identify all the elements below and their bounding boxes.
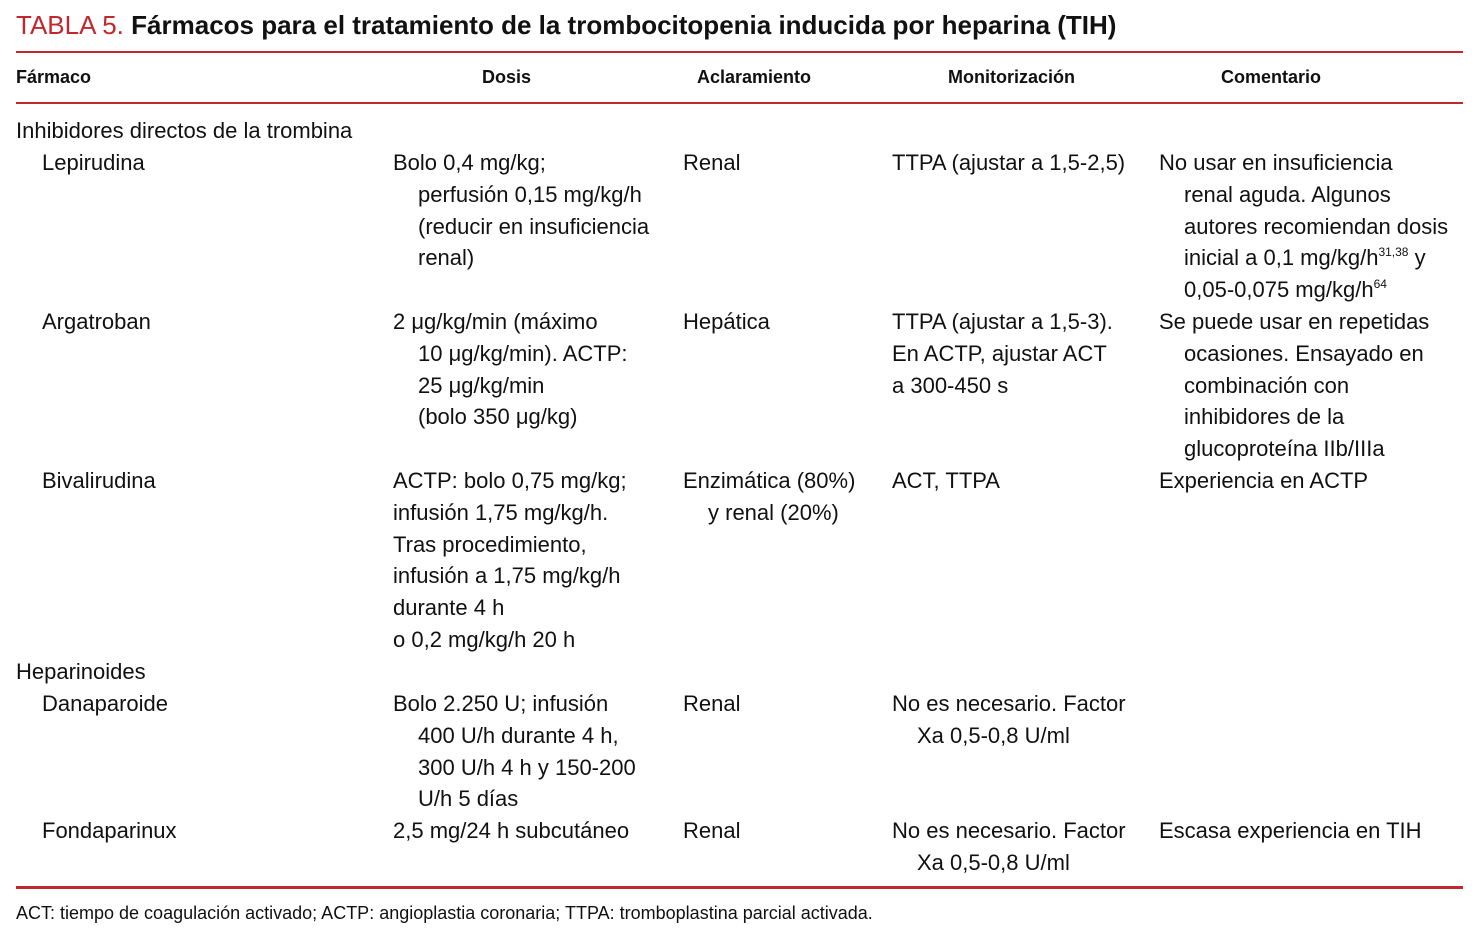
comment-line: Se puede usar en repetidas (1159, 309, 1430, 334)
dose-line: 2,5 mg/24 h subcutáneo (393, 818, 630, 843)
category-heading: Heparinoides (16, 659, 146, 684)
drug-name: Bivalirudina (42, 468, 156, 493)
dose-line: ACTP: bolo 0,75 mg/kg; (393, 468, 627, 493)
column-header-drug: Fármaco (16, 67, 92, 87)
clearance-line: Enzimática (80%) (683, 468, 856, 493)
drug-name: Danaparoide (42, 691, 168, 716)
clearance-cell (683, 306, 770, 338)
comment-cell (1159, 465, 1368, 497)
comment-cell (1159, 306, 1429, 465)
monitoring-cell (892, 815, 1126, 879)
comment-conjunction: y (1414, 245, 1426, 271)
clearance-cell (683, 815, 740, 847)
dose-cell (393, 815, 629, 847)
table-footnote: ACT: tiempo de coagulación activado; ACTP: angioplastia coronaria; TTPA: tromboplastina parcial activada. (16, 903, 873, 923)
comment-line: glucoproteína IIb/IIIa (1184, 436, 1385, 462)
header-rule (16, 102, 1463, 104)
dose-line: 300 U/h 4 h y 150-200 (418, 754, 636, 780)
dose-line: Bolo 2.250 U; infusión (393, 691, 609, 716)
monitoring-cell (892, 465, 1000, 497)
clearance-line: Renal (683, 818, 741, 843)
clearance-cell (683, 688, 740, 720)
comment-line: renal aguda. Algunos (1184, 181, 1391, 207)
category-heading: Inhibidores directos de la trombina (16, 118, 353, 143)
comment-line: combinación con (1184, 372, 1350, 398)
dose-line: 25 μg/kg/min (418, 372, 545, 398)
monitoring-cell (892, 147, 1125, 179)
monitoring-line: a 300-450 s (892, 372, 1009, 398)
monitoring-line: No es necesario. Factor (892, 691, 1126, 716)
top-rule (16, 51, 1463, 53)
reference-superscript: 31,38 (1378, 245, 1409, 260)
monitoring-line: En ACTP, ajustar ACT (892, 340, 1107, 366)
monitoring-line: TTPA (ajustar a 1,5-2,5) (892, 150, 1126, 175)
table-title (16, 8, 1116, 42)
comment-cell (1159, 147, 1448, 306)
monitoring-line: Xa 0,5-0,8 U/ml (917, 722, 1070, 748)
comment-cell (1159, 815, 1422, 847)
monitoring-cell (892, 688, 1126, 752)
dose-line: infusión 1,75 mg/kg/h. (393, 499, 609, 525)
dose-line: Bolo 0,4 mg/kg; (393, 150, 546, 175)
comment-line: Experiencia en ACTP (1159, 468, 1369, 493)
bottom-rule (16, 886, 1463, 889)
comment-line: Escasa experiencia en TIH (1159, 818, 1422, 843)
reference-superscript: 64 (1373, 277, 1387, 292)
monitoring-line: ACT, TTPA (892, 468, 1000, 493)
dose-line: durante 4 h (393, 595, 505, 621)
column-header-comment: Comentario (1221, 67, 1322, 87)
drug-name: Fondaparinux (42, 818, 177, 843)
table-title-text: Fármacos para el tratamiento de la trombocitopenia inducida por heparina (TIH) (131, 10, 1117, 40)
clearance-cell (683, 147, 740, 179)
monitoring-line: TTPA (ajustar a 1,5-3). (892, 309, 1113, 334)
drug-name: Lepirudina (42, 150, 145, 175)
comment-line: autores recomiendan dosis (1184, 213, 1449, 239)
column-header-dose: Dosis (482, 67, 532, 87)
dose-line: o 0,2 mg/kg/h 20 h (393, 626, 576, 652)
dose-line: (reducir en insuficiencia (418, 213, 650, 239)
dose-cell (393, 465, 627, 656)
column-header-monitoring: Monitorización (948, 67, 1075, 87)
clearance-line: y renal (20%) (708, 499, 839, 525)
column-header-clearance: Aclaramiento (697, 67, 812, 87)
clearance-line: Renal (683, 150, 741, 175)
dose-line: (bolo 350 μg/kg) (418, 404, 578, 430)
dose-line: infusión a 1,75 mg/kg/h (393, 563, 621, 589)
dose-line: perfusión 0,15 mg/kg/h (418, 181, 642, 207)
dose-line: 10 μg/kg/min). ACTP: (418, 340, 628, 366)
comment-line (1159, 274, 1448, 306)
dose-line: U/h 5 días (418, 786, 519, 812)
monitoring-line: No es necesario. Factor (892, 818, 1126, 843)
clearance-line: Renal (683, 691, 741, 716)
comment-line: No usar en insuficiencia (1159, 150, 1393, 175)
dose-cell (393, 688, 636, 815)
dose-line: 2 μg/kg/min (máximo (393, 309, 598, 334)
dose-cell (393, 147, 649, 274)
comment-line (1159, 242, 1448, 274)
table-label: TABLA 5. (16, 10, 124, 40)
dose-line: 400 U/h durante 4 h, (418, 722, 619, 748)
clearance-cell (683, 465, 855, 529)
comment-line: ocasiones. Ensayado en (1184, 340, 1424, 366)
dose-line: Tras procedimiento, (393, 531, 587, 557)
comment-text: 0,05-0,075 mg/kg/h (1184, 277, 1374, 303)
monitoring-line: Xa 0,5-0,8 U/ml (917, 849, 1070, 875)
dose-line: renal) (418, 245, 475, 271)
dose-cell (393, 306, 628, 433)
monitoring-cell (892, 306, 1113, 401)
drug-name: Argatroban (42, 309, 151, 334)
comment-text: inicial a 0,1 mg/kg/h (1184, 245, 1379, 271)
comment-line: inhibidores de la (1184, 404, 1345, 430)
clearance-line: Hepática (683, 309, 770, 334)
